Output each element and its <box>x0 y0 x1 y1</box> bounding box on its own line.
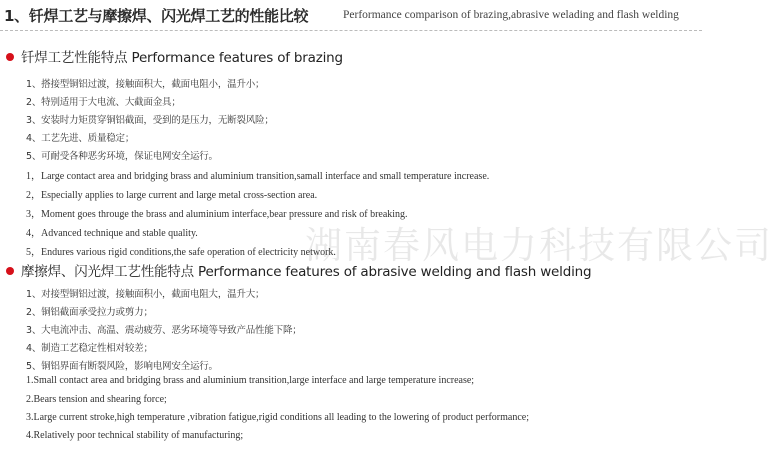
header-title-en: Performance comparison of brazing,abrasive welading and flash welding <box>343 9 679 21</box>
abrasive-section-title <box>6 260 591 280</box>
abrasive-item-en-4: 4.Relatively poor technical stability of manufacturing; <box>26 430 244 441</box>
brazing-item-cn-3: 3、安装时力矩贯穿铜铝截面，受到的是压力，无断裂风险； <box>26 115 274 126</box>
brazing-item-cn-1: 1、搭接型铜铝过渡，接触面积大，截面电阻小，温升小； <box>26 79 265 90</box>
abrasive-item-en-2: 2.Bears tension and shearing force; <box>26 394 167 405</box>
abrasive-item-cn-2: 2、铜铝截面承受拉力或剪力； <box>26 307 153 318</box>
company-watermark: 湖南春风电力科技有限公司 <box>305 224 773 267</box>
abrasive-item-cn-3: 3、大电流冲击、高温、震动疲劳、恶劣环境等导致产品性能下降； <box>26 325 302 336</box>
abrasive-item-cn-5: 5、铜铝界面有断裂风险，影响电网安全运行。 <box>26 361 218 372</box>
brazing-title-text: 钎焊工艺性能特点 Performance features of brazing <box>21 50 343 66</box>
brazing-item-en-4: 4，Advanced technique and stable quality. <box>26 228 198 239</box>
abrasive-item-en-1: 1.Small contact area and bridging brass and aluminium transition,large interface and large temperature increase; <box>26 375 475 386</box>
brazing-item-en-2: 2，Especially applies to large current and large metal cross-section area. <box>26 190 318 201</box>
red-bullet-icon <box>6 267 14 275</box>
brazing-item-en-5: 5，Endures various rigid conditions,the safe operation of electricity network. <box>26 247 336 258</box>
brazing-item-en-1: 1，Large contact area and bridging brass and aluminium transition,samall interface and small temperature increase. <box>26 171 490 182</box>
brazing-item-en-3: 3，Moment goes througe the brass and aluminium interface,bear pressure and risk of breaking. <box>26 209 408 220</box>
brazing-section-title <box>6 46 343 66</box>
page-header <box>0 0 702 31</box>
red-bullet-icon <box>6 53 14 61</box>
abrasive-title-text: 摩擦焊、闪光焊工艺性能特点 Performance features of abrasive welding and flash welding <box>21 264 592 280</box>
header-title-cn: 1、钎焊工艺与摩擦焊、闪光焊工艺的性能比较 <box>4 7 309 25</box>
abrasive-item-cn-1: 1、对接型铜铝过渡，接触面积小，截面电阻大，温升大； <box>26 289 265 300</box>
abrasive-item-en-3: 3.Large current stroke,high temperature ,vibration fatigue,rigid conditions all leading to the lowering of product performance; <box>26 412 529 423</box>
abrasive-item-cn-4: 4、制造工艺稳定性相对较差； <box>26 343 153 354</box>
brazing-item-cn-4: 4、工艺先进、质量稳定； <box>26 133 135 144</box>
brazing-item-cn-5: 5、可耐受各种恶劣环境，保证电网安全运行。 <box>26 151 218 162</box>
brazing-item-cn-2: 2、特别适用于大电流、大截面金具； <box>26 97 181 108</box>
